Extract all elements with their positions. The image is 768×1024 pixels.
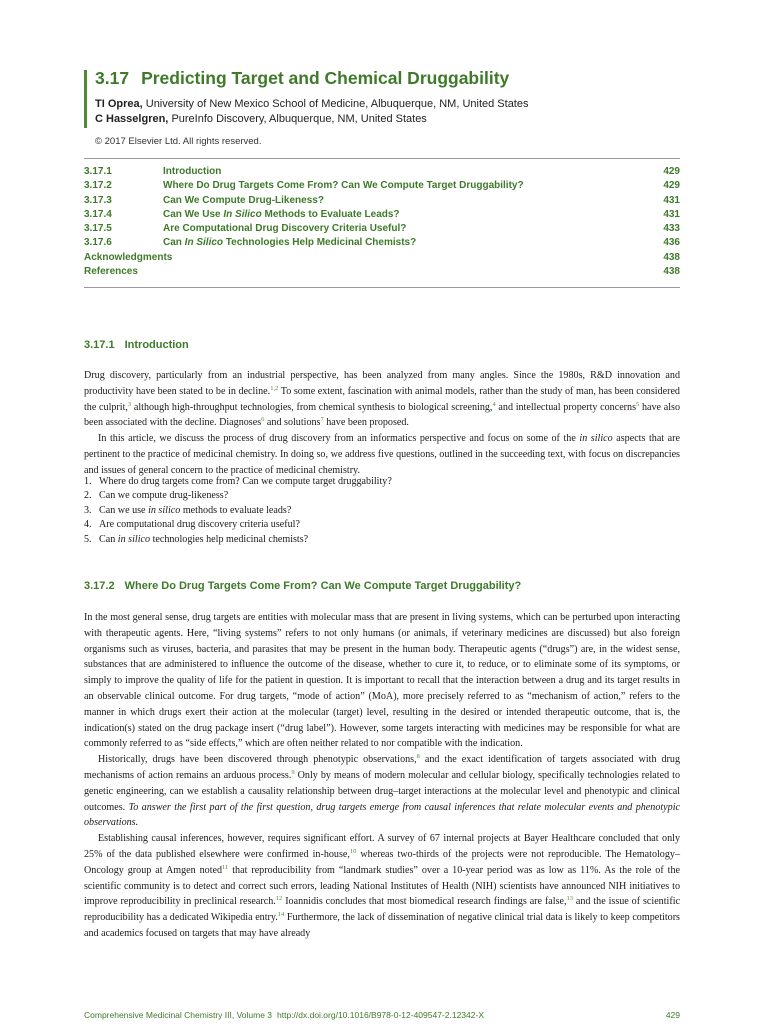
paragraph: Establishing causal inferences, however, requires significant effort. A survey of 67 internal projects at Bayer Healthcare concluded that only 25% of the data published elsewhere were confirmed in-house,$^{10}$ whereas two-thirds of the projects were not reproducible. The Hematology–Oncology group at Amgen noted$^{11}$ that reproducibility from “landmark studies” over a 10-year period was as low as 11%. As the role of the scientific community is to detect and correct such errors, leading National Institutes of Health (NIH) scientists have announced NIH initiatives to improve reproducibility in preclinical research.$^{12}$ Ioannidis concludes that most biomedical research findings are false,$^{13}$ and the issue of scientific reproducibility has a dedicated Wikipedia entry.$^{14}$ Furthermore, the lack of dissemination of negative clinical trial data is likely to keep competitors and academics focused on targets that may have already [84,833,680,939]
toc-entry-number: 3.17.1 [84,166,112,177]
section-body [84,610,680,942]
toc-entry-page: 431 [663,208,680,220]
toc-entry[interactable] [84,180,680,194]
list-item-text: Are computational drug discovery criteria useful? [99,519,300,531]
toc-entry-title: Can In Silico Technologies Help Medicinal Chemists? [163,237,417,249]
author-affiliation: PureInfo Discovery, Albuquerque, NM, United States [171,113,427,125]
section-title: Introduction [124,339,189,351]
toc-entry[interactable] [84,209,680,223]
toc-entry[interactable] [84,195,680,209]
toc-entry-page: 433 [663,223,680,235]
list-item-text: Can we compute drug-likeness? [99,490,229,502]
list-item-number: 2. [84,490,92,502]
toc-entry-title: Are Computational Drug Discovery Criteria Useful? [163,223,407,235]
toc-entry-title: Can We Use In Silico Methods to Evaluate Leads? [163,208,400,220]
copyright-notice: © 2017 Elsevier Ltd. All rights reserved. [95,136,262,147]
toc-entry-number: 3.17.4 [84,208,112,220]
toc-entry-page: 429 [663,180,680,192]
list-item-number: 5. [84,533,92,545]
question-list [84,475,680,547]
toc-entry-page: 438 [663,266,680,278]
toc-bottom-rule [84,287,680,288]
chapter-title [95,68,509,89]
toc-entry-page: 429 [663,166,680,177]
toc-entry-page: 436 [663,237,680,249]
list-item [84,489,680,503]
author-name: C Hasselgren, [95,113,169,125]
paragraph: Drug discovery, particularly from an industrial perspective, has been analyzed from many angles. Since the 1980s, R&D innovation and productivity have been stated to be in decline.$^{1,2}$ To some extent, fascination with animal models, rather than the study of man, has been considered the culprit,$^3$ although high-throughput technologies, from chemical synthesis to biological screening,$^4$ and intellectual property concerns$^5$ have also been associated with the decline. Diagnoses$^6$ and solutions$^7$ have been proposed. [84,370,681,429]
chapter-number: 3.17 [95,68,130,88]
toc-entry-page: 431 [663,194,680,206]
list-item [84,475,680,489]
toc-entry-title: Introduction [163,166,222,177]
toc-entry-page: 438 [663,251,680,263]
list-item [84,504,680,518]
toc-entry-title: Where Do Drug Targets Come From? Can We Compute Target Druggability? [163,180,524,192]
toc-entry[interactable] [84,223,680,237]
list-item-number: 1. [84,476,92,487]
toc-entry[interactable] [84,266,680,280]
section-title: Where Do Drug Targets Come From? Can We Compute Target Druggability? [124,580,522,592]
toc-entry[interactable] [84,237,680,251]
author-line [95,98,528,110]
paragraph: In this article, we discuss the process of drug discovery from an informatics perspective and focus on some of the in silico aspects that are pertinent to the practice of medicinal chemistry. In doing so, we address five questions, outlined in the succeeding text, with focus on discrepancies and issues of general concern to the practice of medicinal chemistry. [84,433,680,476]
chapter-header-bar [84,70,87,128]
list-item-number: 4. [84,519,92,531]
chapter-title-text: Predicting Target and Chemical Druggability [141,68,510,88]
toc-entry-number: 3.17.3 [84,194,112,206]
section-body [84,368,680,479]
author-affiliation: University of New Mexico School of Medicine, Albuquerque, NM, United States [145,98,529,110]
toc-entry-title: Can We Compute Drug-Likeness? [163,194,324,206]
toc-top-rule [84,158,680,159]
list-item-text: Can we use in silico methods to evaluate leads? [99,504,292,516]
section-number: 3.17.2 [84,580,115,592]
section-heading [84,580,521,592]
list-item [84,518,680,532]
paragraph: Historically, drugs have been discovered through phenotypic observations,$^8$ and the exact identification of targets associated with drug mechanisms of action remains an arduous process.$^9$ Only by means of modern molecular and cellular biology, specifically technologies related to genetic engineering, can we establish a causality relationship between drug–target interactions at the molecular level and phenotypic and clinical outcomes. To answer the first part of the first question, drug targets emerge from causal inferences that relate molecular events and phenotypic observations. [84,753,680,829]
list-item [84,533,680,547]
toc-entry-number: References [84,266,138,278]
author-line [95,113,427,125]
toc-entry[interactable] [84,252,680,266]
footer-page-number: 429 [665,1010,680,1020]
toc-entry-number: Acknowledgments [84,251,173,263]
table-of-contents [84,166,680,280]
toc-entry-number: 3.17.6 [84,237,112,249]
toc-entry-number: 3.17.2 [84,180,112,192]
list-item-text: Can in silico technologies help medicinal chemists? [99,533,309,545]
toc-entry-number: 3.17.5 [84,223,112,235]
footer-doi-link[interactable]: http://dx.doi.org/10.1016/B978-0-12-409547-2.12342-X [277,1010,484,1020]
list-item-text: Where do drug targets come from? Can we compute target druggability? [99,476,392,487]
section-number: 3.17.1 [84,339,115,351]
paragraph: In the most general sense, drug targets are entities with molecular mass that are present in living systems, which can be perturbed upon interacting with therapeutic agents. Here, “living systems” refers to not only humans (or animals, if veterinary medicines are discussed) but also foreign organisms such as viruses, bacteria, and parasites that may be present in the human body. Therapeutic agents (“drugs”) are, in the widest sense, substances that are administered to influence the outcome of the disease, whether to cure it, to reduce, or to eliminate some of its symptoms, or simply to improve the quality of life for the patient in question. It is important to recall that the interaction between a drug and its target results in an observable clinical outcome. For drug targets, “mode of action” (MoA), more precisely referred to as “mechanism of action,” refers to the manner in which drugs exert their action at the molecular (target) level, resulting in the desired or intended therapeutic outcome, that is, the indication(s) stated on the drug package insert (“drug label”). However, some targets interacting with medicines may be responsible for what are commonly referred to as “side effects,” which are often neither related to nor compatible with the indication. [84,612,680,750]
section-heading [84,339,189,351]
list-item-number: 3. [84,504,92,516]
toc-entry[interactable] [84,166,680,180]
footer-book-title: Comprehensive Medicinal Chemistry III, Volume 3 [84,1010,273,1020]
author-name: TI Oprea, [95,98,143,110]
